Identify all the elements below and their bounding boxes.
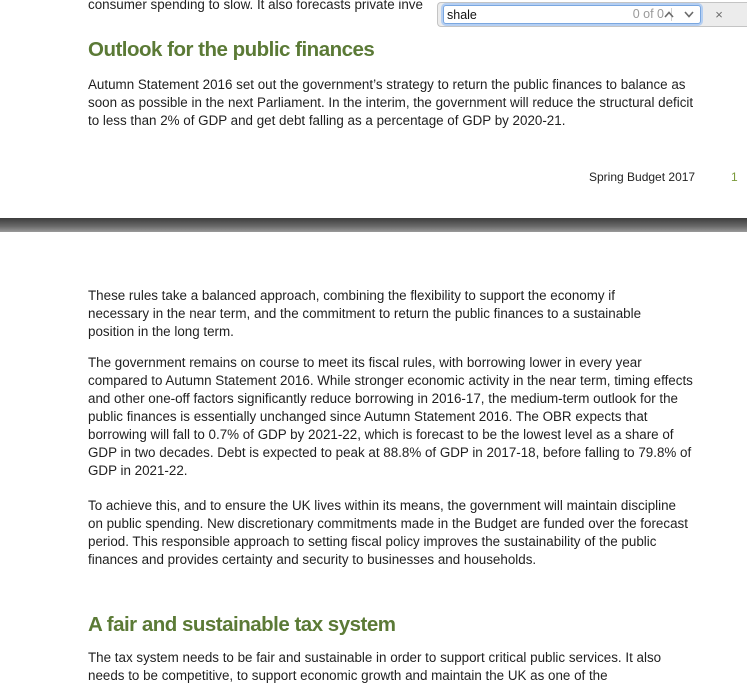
paragraph: The government remains on course to meet its fiscal rules, with borrowing lower in every year compared to Autumn Statement 2016. While stronger economic activity in the near term, timing effects and other one-off factors significantly reduce borrowing in 2016-17, the medium-term outlook for the public finances is essentially unchanged since Autumn Statement 2016. The OBR expects that borrowing will fall to 0.7% of GDP by 2021-22, which is forecast to be the lowest level as a share of GDP in two decades. Debt is expected to peak at 88.8% of GDP in 2017-18, before falling to 79.8% of GDP in 2021-22. (88, 355, 693, 478)
chevron-up-icon (664, 11, 674, 18)
find-next-button[interactable] (680, 6, 698, 23)
section-heading-tax-system: A fair and sustainable tax system (88, 613, 396, 636)
find-input-wrapper (443, 5, 701, 24)
page-footer-title: Spring Budget 2017 (589, 170, 696, 184)
find-bar (437, 2, 747, 27)
section-heading-public-finances: Outlook for the public finances (88, 38, 375, 61)
page-number: 1 (731, 170, 738, 184)
find-input[interactable] (447, 6, 607, 23)
paragraph: These rules take a balanced approach, combining the flexibility to support the economy if necessary in the near term, and the commitment to return the public finances to a sustainable position in the long term. (88, 288, 642, 339)
paragraph: The tax system needs to be fair and sustainable in order to support critical public services. It also needs to be competitive, to support economic growth and maintain the UK as one of the (88, 650, 662, 683)
find-close-button[interactable] (711, 6, 727, 22)
pdf-page-top (0, 0, 747, 218)
find-previous-button[interactable] (660, 6, 678, 23)
close-icon: × (715, 6, 723, 22)
pdf-page-bottom (0, 232, 747, 685)
cut-off-line: consumer spending to slow. It also forecasts private inve (88, 0, 423, 12)
paragraph: To achieve this, and to ensure the UK lives within its means, the government will maintain discipline on public spending. New discretionary commitments made in the Budget are funded over the forecast period. This responsible approach to setting fiscal policy improves the sustainability of the public finances and provides certainty and security to businesses and households. (88, 498, 688, 567)
find-match-count: 0 of 0 (632, 7, 664, 21)
chevron-down-icon (684, 11, 694, 18)
page-separator (0, 218, 747, 232)
paragraph: Autumn Statement 2016 set out the government’s strategy to return the public finances to balance as soon as possible in the next Parliament. In the interim, the government will reduce the structural deficit to less than 2% of GDP and get debt falling as a percentage of GDP by 2020-21. (88, 77, 694, 128)
